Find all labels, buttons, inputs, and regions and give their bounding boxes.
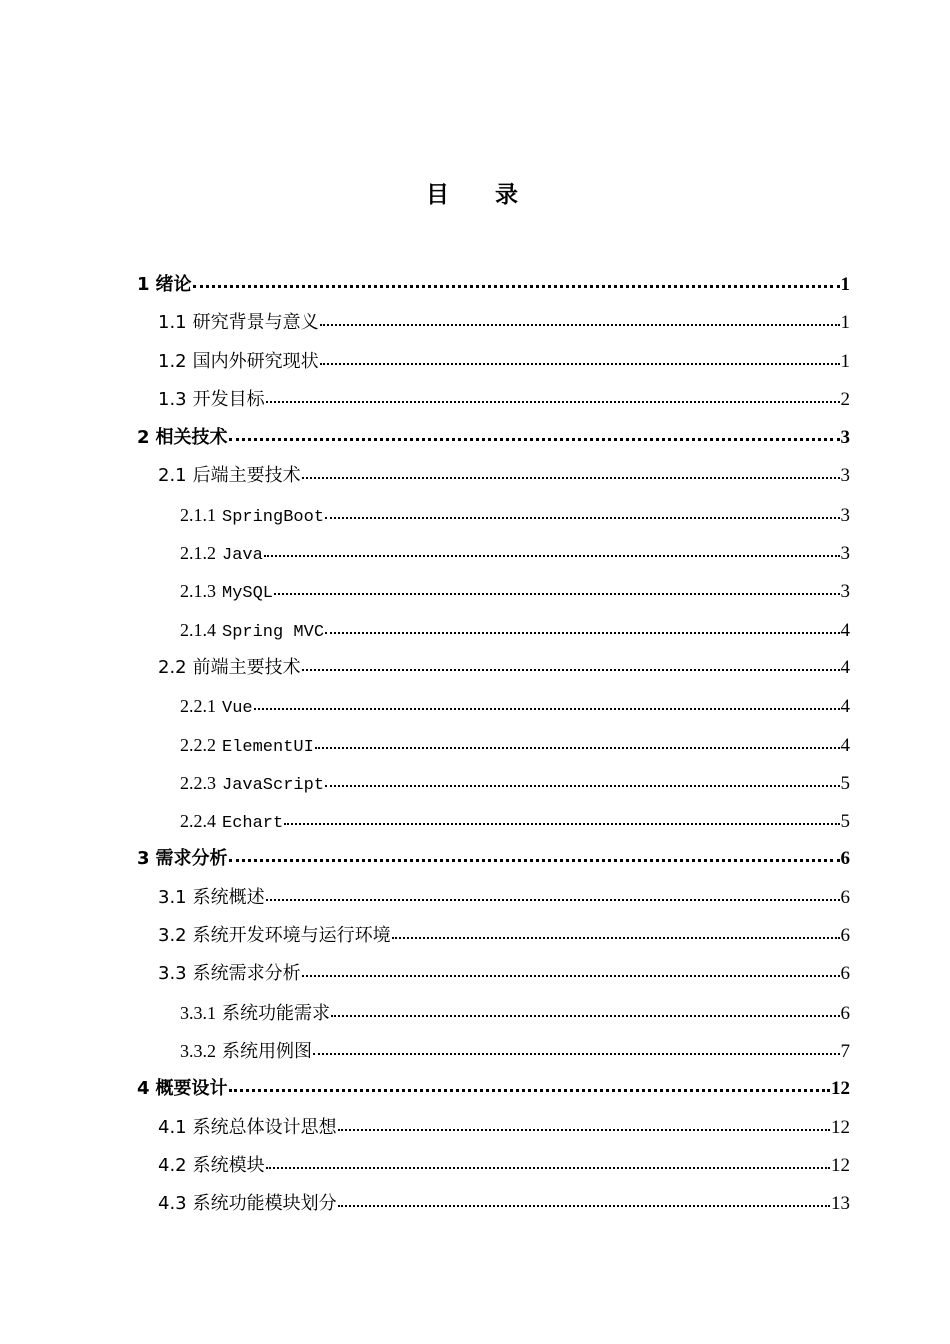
toc-leader-dots (320, 314, 840, 326)
toc-entry-number: 1.1 (158, 312, 187, 334)
toc-entry-label: MySQL (222, 584, 274, 604)
toc-entry-text (158, 381, 265, 419)
toc-page-number: 3 (840, 465, 850, 487)
toc-entry-label: 研究背景与意义 (192, 312, 319, 334)
toc-page-number: 3 (840, 581, 850, 603)
toc-entry-number: 2.2.2 (180, 734, 216, 755)
toc-page-number: 12 (831, 1116, 850, 1138)
toc-entry-number: 3.1 (158, 886, 187, 908)
toc-entry-label: 国内外研究现状 (192, 350, 319, 372)
toc-entry-number: 3.3.2 (180, 1040, 216, 1061)
toc-entry-text (158, 955, 301, 993)
toc-entry-text (180, 802, 283, 843)
toc-entry-text (180, 764, 324, 805)
toc-entry-text (158, 649, 301, 687)
toc-entry-number: 2.1 (158, 465, 187, 487)
toc-entry-label: 系统开发环境与运行环境 (192, 925, 391, 947)
toc-entry-text (158, 343, 319, 381)
toc-entry[interactable] (137, 1185, 850, 1223)
toc-entry-label: Vue (222, 699, 253, 719)
toc-entry-number: 1.3 (158, 388, 187, 410)
toc-entry-text (180, 1032, 312, 1071)
toc-leader-dots (331, 1005, 840, 1017)
toc-entry[interactable] (137, 381, 850, 419)
toc-entry-text (158, 879, 265, 917)
toc-entry-label: 概要设计 (155, 1078, 228, 1100)
toc-entry-number: 4.1 (158, 1116, 187, 1138)
toc-entry[interactable] (137, 764, 850, 802)
toc-entry-text (158, 1185, 337, 1223)
toc-entry-label: 系统模块 (192, 1154, 265, 1176)
toc-page-number: 5 (840, 772, 850, 794)
toc-leader-dots (266, 391, 840, 403)
toc-leader-dots (274, 583, 839, 595)
toc-leader-dots (338, 1119, 830, 1131)
toc-entry-text (180, 611, 324, 652)
toc-entry-label: 系统概述 (192, 886, 265, 908)
toc-entry[interactable] (137, 266, 850, 304)
toc-page-number: 1 (840, 312, 850, 334)
toc-entry-text (158, 457, 301, 495)
toc-leader-dots (229, 1079, 830, 1092)
toc-entry-number: 2 (137, 427, 150, 449)
toc-entry-number: 3.3.1 (180, 1002, 216, 1023)
toc-entry-label: 系统用例图 (222, 1040, 312, 1062)
toc-entry[interactable] (137, 649, 850, 687)
toc-entry[interactable] (137, 304, 850, 342)
toc-leader-dots (313, 1043, 840, 1055)
toc-entry-number: 4.3 (158, 1193, 187, 1215)
toc-leader-dots (266, 1157, 830, 1169)
toc-entry-number: 3.3 (158, 963, 187, 985)
toc-leader-dots (193, 275, 840, 288)
toc-entry[interactable] (137, 955, 850, 993)
toc-leader-dots (302, 659, 840, 671)
toc-page-number: 13 (831, 1193, 850, 1215)
toc-entry-label: SpringBoot (222, 507, 325, 527)
toc-entry-text (158, 1147, 265, 1185)
toc-page-number: 7 (840, 1040, 850, 1062)
toc-entry[interactable] (137, 419, 850, 457)
toc-entry[interactable] (137, 1032, 850, 1070)
toc-page-number: 1 (840, 350, 850, 372)
toc-entry-text (180, 726, 314, 767)
toc-entry-label: Echart (222, 814, 284, 834)
toc-leader-dots (229, 849, 840, 862)
toc-entry-number: 3 (137, 848, 150, 870)
toc-title: 目录 (426, 182, 564, 208)
toc-entry-label: 绪论 (155, 274, 192, 295)
toc-entry-number: 4.2 (158, 1154, 187, 1176)
toc-leader-dots (325, 775, 839, 787)
toc-entry-label: Java (222, 546, 263, 566)
toc-entry[interactable] (137, 1109, 850, 1147)
toc-page-number: 6 (840, 886, 850, 908)
toc-page-number: 6 (840, 848, 850, 870)
toc-entry[interactable] (137, 1147, 850, 1185)
toc-leader-dots (302, 467, 840, 479)
toc-page-number: 6 (840, 963, 850, 985)
toc-page-number: 3 (840, 504, 850, 526)
toc-entry[interactable] (137, 802, 850, 840)
toc-entry-label: 需求分析 (155, 848, 228, 870)
toc-entry-number: 2.2.3 (180, 772, 216, 793)
toc-entry-number: 2.1.1 (180, 504, 216, 525)
toc-entry-label: ElementUI (222, 737, 314, 757)
toc-page-number: 6 (840, 1002, 850, 1024)
toc-leader-dots (325, 622, 839, 634)
toc-page-number: 5 (840, 811, 850, 833)
toc-entry-text (180, 994, 330, 1033)
toc-entry-number: 1 (137, 274, 150, 295)
toc-leader-dots (266, 889, 840, 901)
toc-entry-number: 1.2 (158, 350, 187, 372)
toc-entry-label: 开发目标 (192, 388, 265, 410)
toc-entry-text (137, 266, 192, 304)
toc-entry-number: 3.2 (158, 925, 187, 947)
toc-page-number: 1 (840, 274, 850, 295)
toc-page-number: 12 (831, 1154, 850, 1176)
toc-leader-dots (284, 813, 839, 825)
toc-entry[interactable] (137, 572, 850, 610)
toc-entry-label: JavaScript (222, 775, 325, 795)
toc-entry-text (158, 1109, 337, 1147)
toc-entry[interactable] (137, 917, 850, 955)
toc-leader-dots (229, 428, 840, 441)
toc-entry[interactable] (137, 994, 850, 1032)
table-of-contents (137, 266, 850, 1223)
toc-entry-label: 相关技术 (155, 427, 228, 449)
toc-entry-label: 系统功能模块划分 (192, 1193, 337, 1215)
toc-entry-text (137, 840, 228, 878)
toc-entry-number: 2.1.3 (180, 581, 216, 602)
toc-entry-text (180, 687, 253, 728)
toc-leader-dots (315, 737, 840, 749)
toc-entry-text (137, 1070, 228, 1108)
toc-page-number: 4 (840, 734, 850, 756)
toc-entry-number: 2.2.1 (180, 696, 216, 717)
toc-entry-text (180, 534, 263, 575)
toc-entry-number: 2.1.2 (180, 543, 216, 564)
toc-entry[interactable] (137, 879, 850, 917)
toc-entry-number: 2.2.4 (180, 811, 216, 832)
toc-leader-dots (302, 965, 840, 977)
toc-entry[interactable] (137, 496, 850, 534)
toc-entry-text (180, 572, 273, 613)
toc-page-number: 4 (840, 696, 850, 718)
toc-entry-text (158, 304, 319, 342)
toc-entry-number: 4 (137, 1078, 150, 1100)
toc-entry-text (180, 496, 324, 537)
toc-page-number: 4 (840, 656, 850, 678)
toc-entry[interactable] (137, 726, 850, 764)
toc-entry[interactable] (137, 457, 850, 495)
toc-entry-label: 前端主要技术 (192, 656, 301, 678)
toc-page-number: 4 (840, 619, 850, 641)
toc-entry-label: Spring MVC (222, 622, 325, 642)
toc-entry-label: 后端主要技术 (192, 465, 301, 487)
toc-entry[interactable] (137, 1070, 850, 1108)
toc-entry[interactable] (137, 611, 850, 649)
toc-leader-dots (264, 545, 840, 557)
toc-entry-number: 2.2 (158, 656, 187, 678)
toc-entry-label: 系统需求分析 (192, 963, 301, 985)
toc-entry-text (137, 419, 228, 457)
toc-page-number: 12 (831, 1078, 850, 1100)
toc-leader-dots (392, 927, 840, 939)
toc-entry-number: 2.1.4 (180, 619, 216, 640)
toc-leader-dots (325, 507, 839, 519)
toc-entry-label: 系统功能需求 (222, 1002, 330, 1024)
toc-page-number: 3 (840, 427, 850, 449)
toc-leader-dots (254, 698, 840, 710)
toc-entry[interactable] (137, 534, 850, 572)
toc-page-number: 3 (840, 543, 850, 565)
toc-entry[interactable] (137, 687, 850, 725)
toc-leader-dots (320, 353, 840, 365)
toc-entry-text (158, 917, 391, 955)
toc-entry[interactable] (137, 343, 850, 381)
toc-entry-label: 系统总体设计思想 (192, 1116, 337, 1138)
toc-page-number: 6 (840, 925, 850, 947)
toc-leader-dots (338, 1195, 830, 1207)
toc-entry[interactable] (137, 840, 850, 878)
toc-page-number: 2 (840, 388, 850, 410)
